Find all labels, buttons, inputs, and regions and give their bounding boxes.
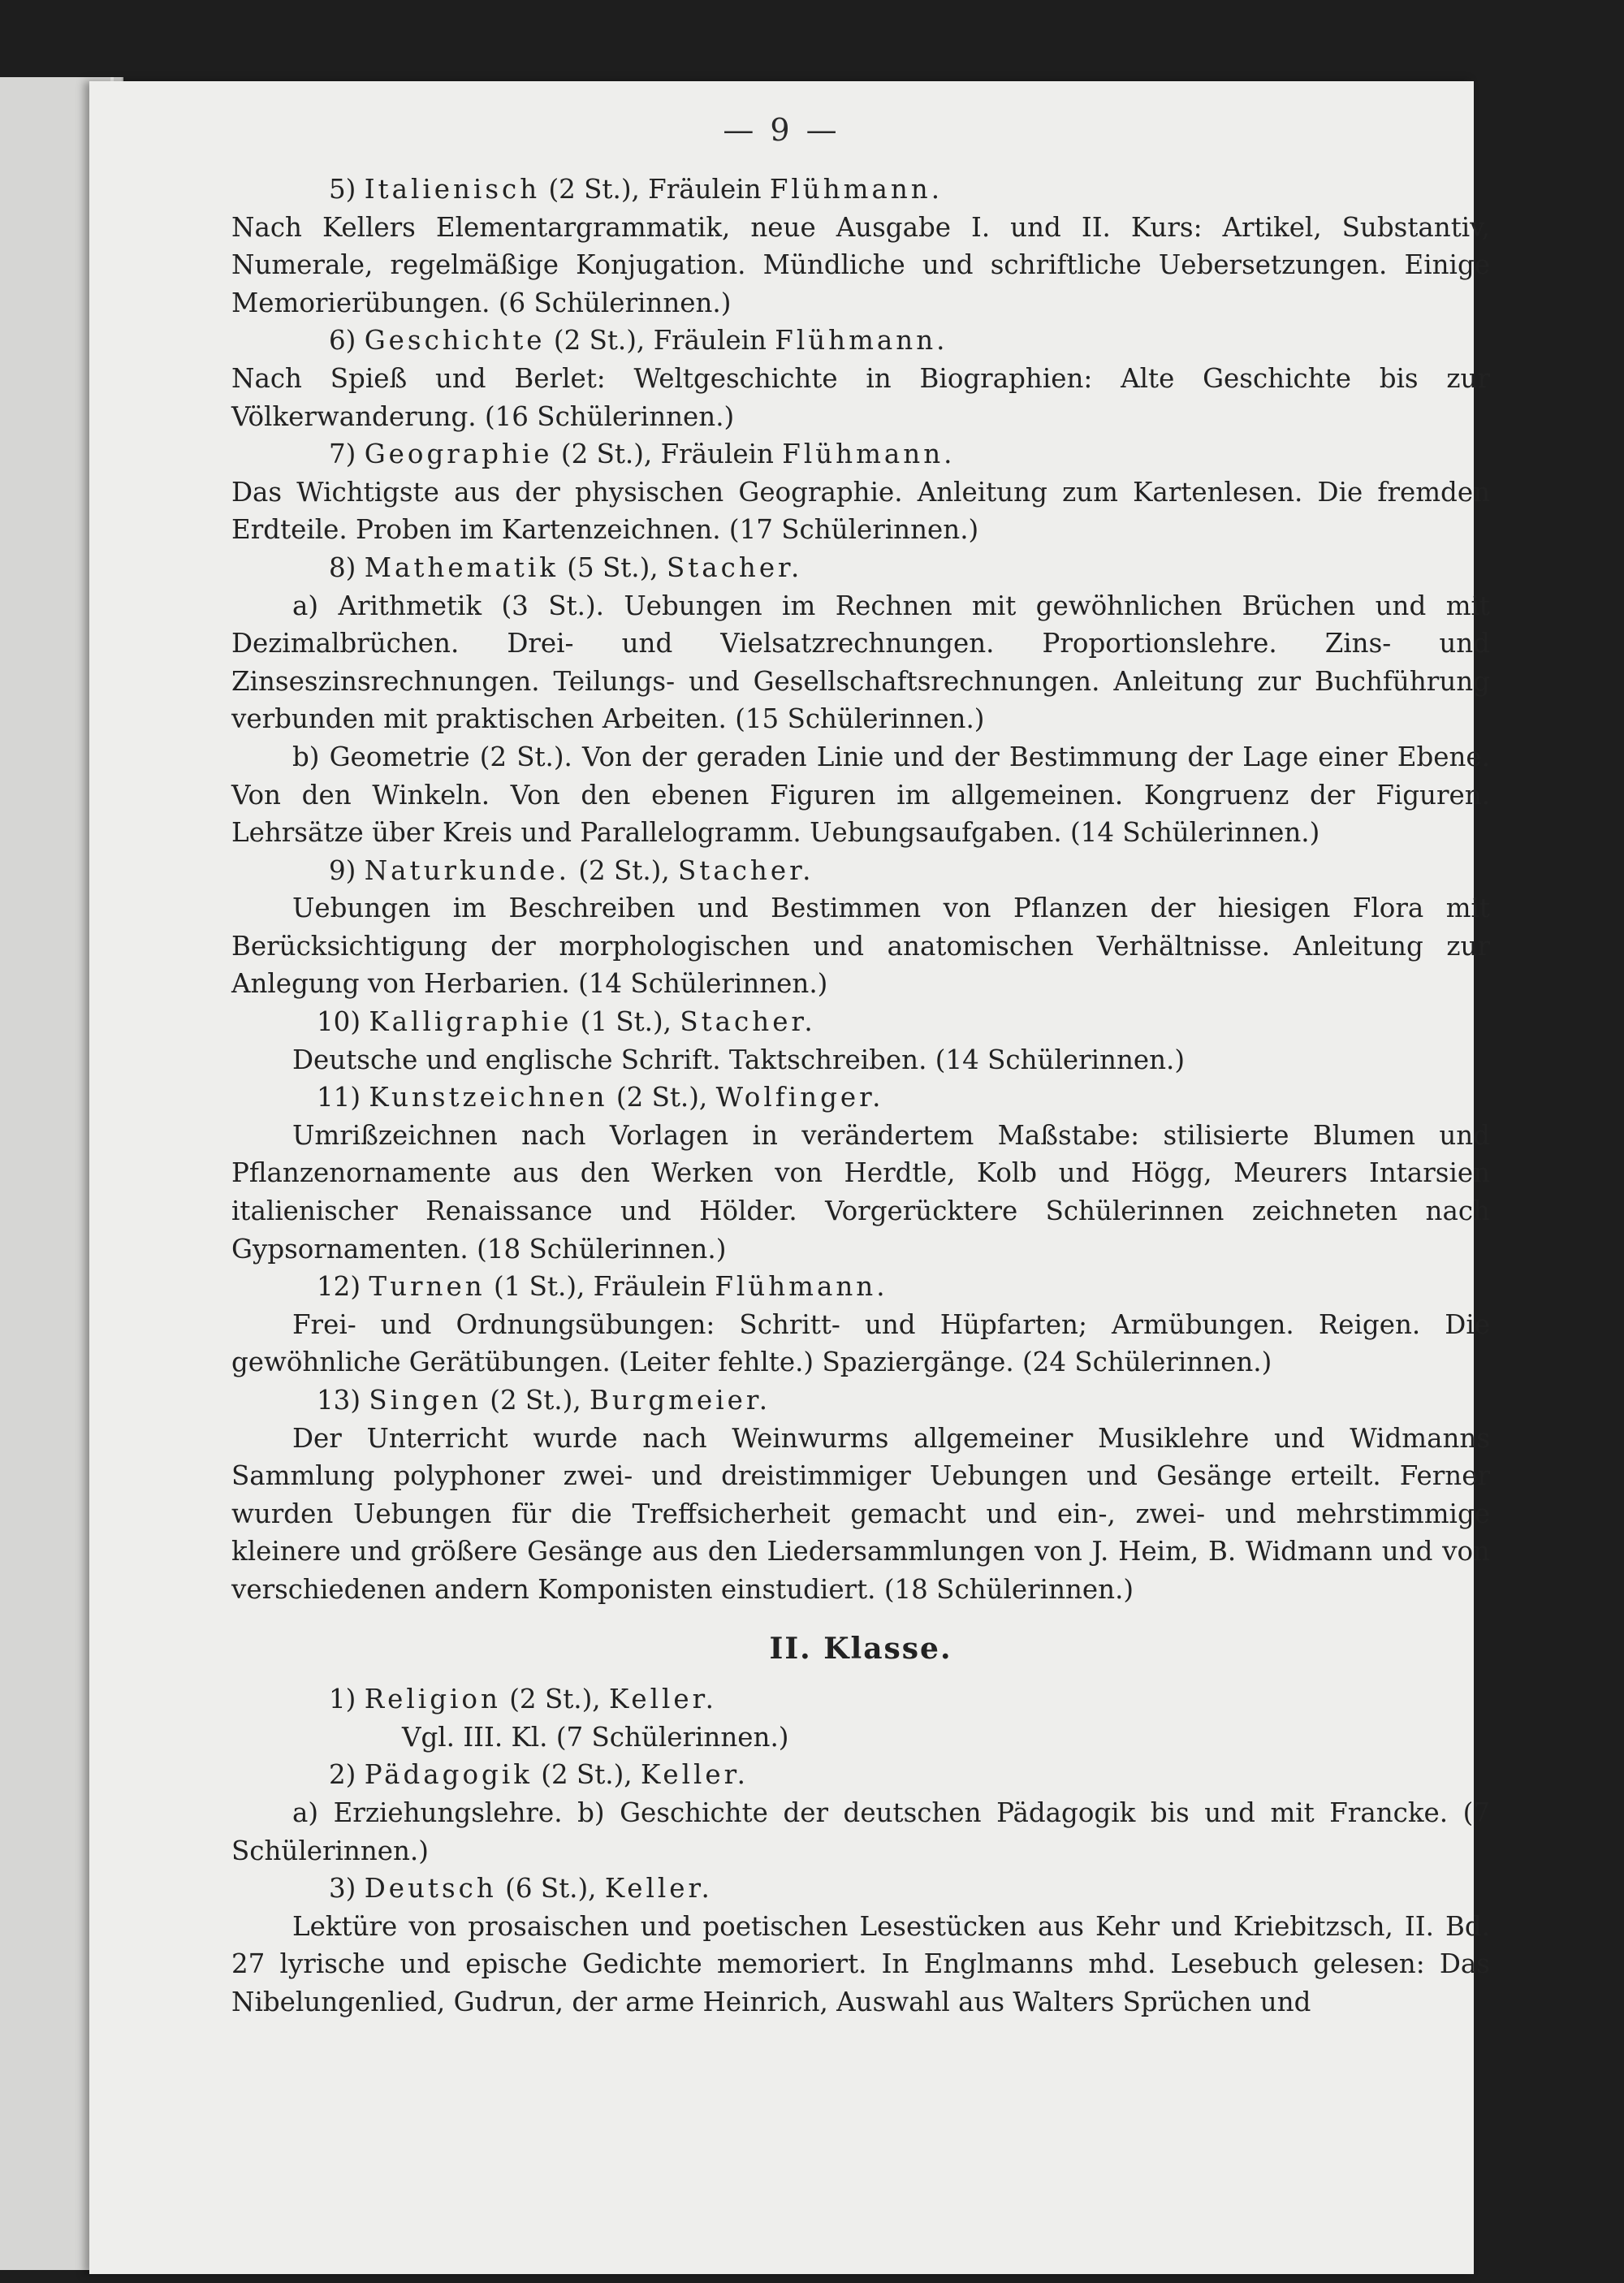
section-heading: 7) Geographie (2 St.), Fräulein Flühmann. [329, 439, 956, 470]
section-heading: 10) Kalligraphie (1 St.), Stacher. [317, 1006, 816, 1038]
section-heading: 9) Naturkunde. (2 St.), Stacher. [329, 854, 814, 886]
section-heading: 11) Kunstzeichnen (2 St.), Wolfinger. [317, 1082, 884, 1113]
section-text: Umrißzeichnen nach Vorlagen in verändertem Maßstabe: stilisierte Blumen und Pflanzenornamente aus den Werken von Herdtle, Kolb und Högg, Meurers Intarsien italienischer Renaissance und Hölder. Vorgerücktere Schülerinnen zeichneten nach Gypsornamenten. (18 Schülerinnen.) [231, 1119, 1490, 1265]
section-heading: 2) Pädagogik (2 St.), Keller. [329, 1759, 749, 1791]
section-subpart: a) Arithmetik (3 St.). Uebungen im Rechnen mit gewöhnlichen Brüchen und mit Dezimalbrüchen. Drei- und Vielsatzrechnungen. Proportionslehre. Zins- und Zinseszinsrechnungen. Teilungs- und Gesellschaftsrechnungen. Anleitung zur Buchführung verbunden mit praktischen Arbeiten. (15 Schülerinnen.) [231, 590, 1490, 735]
section-heading: 6) Geschichte (2 St.), Fräulein Flühmann. [329, 325, 948, 357]
section-heading: 1) Religion (2 St.), Keller. [329, 1684, 717, 1715]
section-heading: 5) Italienisch (2 St.), Fräulein Flühmann. [329, 174, 944, 205]
section-text: Vgl. III. Kl. (7 Schülerinnen.) [402, 1721, 789, 1753]
page-content [231, 171, 1490, 2021]
section-text: Das Wichtigste aus der physischen Geographie. Anleitung zum Kartenlesen. Die fremden Erdteile. Proben im Kartenzeichnen. (17 Schülerinnen.) [231, 476, 1490, 546]
scanned-page [89, 81, 1490, 2274]
section-text: Deutsche und englische Schrift. Taktschreiben. (14 Schülerinnen.) [292, 1044, 1186, 1075]
section-text: Frei- und Ordnungsübungen: Schritt- und Hüpfarten; Armübungen. Reigen. Die gewöhnliche Gerätübungen. (Leiter fehlte.) Spaziergänge. (24 Schülerinnen.) [231, 1308, 1490, 1378]
section-heading: 12) Turnen (1 St.), Fräulein Flühmann. [317, 1271, 888, 1303]
class-heading: II. Klasse. [769, 1631, 952, 1666]
section-text: Nach Kellers Elementargrammatik, neue Ausgabe I. und II. Kurs: Artikel, Substantiv, Numerale, regelmäßige Konjugation. Mündliche und schriftliche Uebersetzungen. Einige Memorierübungen. (6 Schülerinnen.) [231, 211, 1490, 318]
section-text: Der Unterricht wurde nach Weinwurms allgemeiner Musiklehre und Widmanns Sammlung polyphoner zwei- und dreistimmiger Uebungen und Gesänge erteilt. Ferner wurden Uebungen für die Treffsicherheit gemacht und ein-, zwei- und mehrstimmige kleinere und größere Gesänge aus den Liedersammlungen von J. Heim, B. Widmann und von verschiedenen andern Komponisten einstudiert. (18 Schülerinnen.) [231, 1422, 1490, 1605]
section-heading: 13) Singen (2 St.), Burgmeier. [317, 1385, 771, 1416]
section-heading: 8) Mathematik (5 St.), Stacher. [329, 551, 803, 583]
section-text: Uebungen im Beschreiben und Bestimmen von Pflanzen der hiesigen Flora mit Berücksichtigung der morphologischen und anatomischen Verhältnisse. Anleitung zur Anlegung von Herbarien. (14 Schülerinnen.) [231, 893, 1490, 1000]
section-subpart: b) Geometrie (2 St.). Von der geraden Linie und der Bestimmung der Lage einer Ebene. Von den Winkeln. Von den ebenen Figuren im allgemeinen. Kongruenz der Figuren. Lehrsätze über Kreis und Parallelogramm. Uebungsaufgaben. (14 Schülerinnen.) [231, 741, 1490, 849]
section-heading: 3) Deutsch (6 St.), Keller. [329, 1873, 713, 1905]
section-text: Lektüre von prosaischen und poetischen Lesestücken aus Kehr und Kriebitzsch, II. Bd. 27 lyrische und epische Gedichte memoriert. In Englmanns mhd. Lesebuch gelesen: Das Nibelungenlied, Gudrun, der arme Heinrich, Auswahl aus Walters Sprüchen und [231, 1910, 1490, 2017]
section-text: Nach Spieß und Berlet: Weltgeschichte in Biographien: Alte Geschichte bis zur Völkerwanderung. (16 Schülerinnen.) [231, 362, 1490, 432]
page-number: — 9 — [723, 112, 840, 148]
section-text: a) Erziehungslehre. b) Geschichte der deutschen Pädagogik bis und mit Francke. (7 Schülerinnen.) [231, 1797, 1490, 1866]
